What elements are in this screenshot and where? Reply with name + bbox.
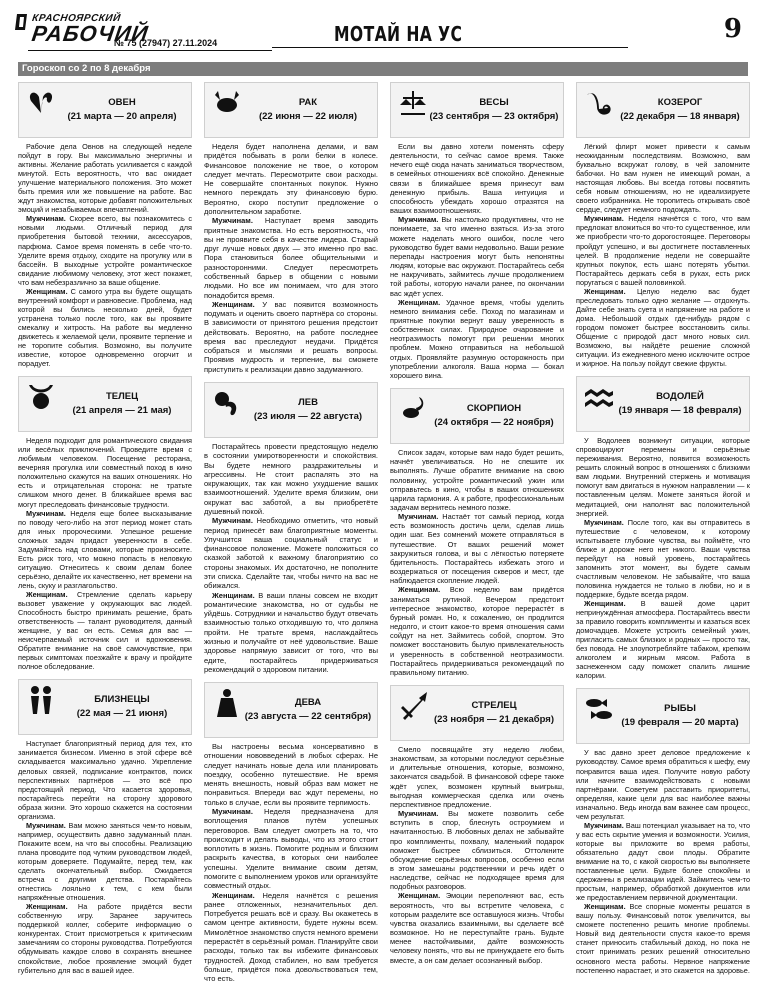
paragraph-text: У вас появится возможность подумать и оценить своего партнёра со стороны. В зависимости от принятого решения предстоит действовать. Вероятно, на работе последнее время вас преследуют неудачи. Придётся собраться и мыслями и решать вопросы. Проявив мудрость и терпение, вы сможете приступить к реализации давно задуманного. xyxy=(204,299,378,374)
paragraph-text: Постарайтесь провести предстоящую неделю в состоянии умиротворенности и спокойствия. Вы будете немного раздражительны и агрессивны. Не стоит распалять это на окружающих, так как можно ухудшение ваших взаимоотношений. Уделите время близким, они окружат вас заботой, а вы приобретёте душевный покой. xyxy=(204,442,378,516)
paragraph-text: В вашей доме царит непринуждённая атмосфера. Постарайтесь ввести за правило говорить комплименты и казаться всех домочадцев. Можете устроить семейный ужин, пригласить самых близких и родных — просто так, без повода. Не злоупотребляйте табаком, крепким алкоголем и жирным мясом. Работа в заснеженном саду поможет спалить лишние калории. xyxy=(576,599,750,681)
paragraph-text: Неделя будет наполнена делами, и вам придётся побывать в роли белки в колесе. Финансовое положение не твое, о котором следует мечтать. Пересмотрите свои расходы. Не совершайте спонтанных покупок. Нужно немного переждать эту финансовую бурю. Вероятно, скоро поступит предложение о дополнительном заработке. xyxy=(204,142,378,216)
libra-icon xyxy=(397,87,429,119)
scorpio-icon xyxy=(397,393,429,425)
sign-block xyxy=(204,382,378,674)
horoscope-paragraph xyxy=(204,142,378,216)
aries-icon xyxy=(25,87,57,119)
horoscope-paragraph xyxy=(18,142,192,214)
masthead-rule xyxy=(28,50,272,51)
sign-name: ДЕВА xyxy=(294,697,322,709)
audience-label: Женщинам. xyxy=(212,590,255,600)
paragraph-text: Вы настроены весьма консервативно в отношении нововведений в любых сферах. Не следует начинать новые дела или планировать поездку, особенно путешествие. Не время менять внешность, новый образ вам может не понравиться. Впереди вас ждут перемены, но только в случае, если вы проявите терпимость. xyxy=(204,742,378,807)
horoscope-paragraph xyxy=(390,142,564,215)
horoscope-paragraph xyxy=(576,142,750,214)
horoscope-paragraph xyxy=(576,748,750,820)
sign-name: ВОДОЛЕЙ xyxy=(656,391,704,403)
paragraph-text: У Водолеев возникнут ситуации, которые спровоцируют перемены и серьёзные переживания. Вероятно, появится возможность решить сложный вопрос в отношениях с близкими вам людьми. Внутренний стержень и мотивация помогут вам двигаться в нужном направлении — к поставленным целям. Можете заняться йогой и медитацией, они наполнят вас положительной энергией. xyxy=(576,436,750,518)
sign-header xyxy=(204,82,378,138)
gemini-icon xyxy=(25,684,57,716)
horoscope-paragraph xyxy=(576,214,750,286)
audience-label: Женщинам. xyxy=(398,297,441,307)
audience-label: Женщинам. xyxy=(26,589,68,599)
sign-block xyxy=(18,679,192,974)
sign-header xyxy=(18,82,192,138)
audience-label: Женщинам. xyxy=(584,599,626,609)
audience-label: Мужчинам. xyxy=(26,508,66,518)
horoscope-paragraph xyxy=(18,436,192,508)
paragraph-text: Неделя начнётся с того, что вам предложат вложиться во что-то существенное, или же приобрести что-то дорогостоящее. Переговоры пройдут успешно, и вы достигнете поставленных целей. В продолжение недели не совершайте крупных покупок, есть шанс потерять убытки. Постарайтесь держать себя в руках, есть риск поругаться с вашей половинкой. xyxy=(576,214,750,287)
sign-block xyxy=(204,82,378,374)
sign-header xyxy=(204,382,378,438)
audience-label: Мужчинам. xyxy=(584,517,624,527)
issue-info: № 75 (27947) 27.11.2024 xyxy=(114,38,218,48)
sign-header xyxy=(390,388,564,444)
horoscope-paragraph xyxy=(204,891,378,984)
audience-label: Мужчинам. xyxy=(584,820,624,830)
sign-header xyxy=(18,679,192,735)
horoscope-paragraph xyxy=(390,448,564,512)
horoscope-column xyxy=(390,82,564,973)
paragraph-text: Если вы давно хотели поменять сферу деятельности, то сейчас самое время. Также нечего ещё сюда начать заниматься творчеством, в семейных отношениях всё спокойно. Денежные связи в ближайшее время принесут вам денежную прибыль. Ваша интуиция и способность убеждать хорошо отразятся на ваших взаимоотношениях. xyxy=(390,142,564,216)
sign-header xyxy=(576,688,750,744)
aquarius-icon xyxy=(583,381,615,413)
sign-name: ВЕСЫ xyxy=(479,97,509,108)
horoscope-paragraph xyxy=(204,807,378,891)
paragraph-text: Список задач, которые вам надо будет решить, начнёт увеличиваться. Но не спешите их выполнять. Лучше обратите внимание на свою половинку, устройте романтический ужин или отправьтесь в кино, чтобы в ваших отношениях царила гармония. А к работе, профессиональным задачам вернитесь немного позже. xyxy=(390,448,564,512)
audience-label: Женщинам. xyxy=(584,902,626,912)
paragraph-text: Смело посвящайте эту неделю любви, знакомствам, за которыми последуют серьёзные и длительные отношения, которые, возможно, закончатся свадьбой. В финансовой сфере также ждёт успех, возможен крупный выигрыш, выгодная коммерческая сделка или очень перспективное предложение. xyxy=(390,744,564,809)
sign-block xyxy=(576,376,750,680)
horoscope-column xyxy=(204,82,378,991)
rubric-header xyxy=(272,22,628,48)
paragraph-text: Скорее всего, вы познакомитесь с новыми людьми. Отличный период для приобретения бытовой техники, аксессуаров, парфюма. Самое время поменять в себе что-то. Уделите время отдыху, сходите на прогулку или в бассейн. В выходные устройте романтическое свидание любимому человеку, этот жест покажет, что вам небезразлично за ваше общение. xyxy=(18,214,192,287)
paragraph-text: Настаёт тот самый период, когда есть возможность достичь цели, сделав лишь один шаг. Без сомнений можете отправляться в путешествие. От ваших решений может закружиться голова, и вы с лёгкостью потеряете бдительность. Постарайтесь избежать этого и воздержаться от посещения скверов и мест, где наблюдается скопление людей. xyxy=(390,512,564,586)
page-number: 9 xyxy=(723,14,742,44)
horoscope-paragraph xyxy=(576,436,750,517)
sign-name: СКОРПИОН xyxy=(466,403,522,415)
sign-name: СТРЕЛЕЦ xyxy=(471,699,517,711)
paragraph-text: Рабочие дела Овнов на следующей неделе пойдут в гору. Вы максимально энергичны и активны. Желание работать усиливается с каждой минутой. Есть вероятность, что вас ожидает улучшение материального положения. Это может быть премия или же повышение на работе. Вас ждут знакомства, которые добавят положительных эмоций и незабываемых впечатлений. xyxy=(18,142,192,215)
cancer-icon xyxy=(211,87,243,119)
sign-name: БЛИЗНЕЦЫ xyxy=(94,694,150,706)
audience-label: Женщинам. xyxy=(212,890,255,900)
horoscope-paragraph xyxy=(18,590,192,671)
paragraph-text: Все спорные моменты решатся в вашу пользу. Финансовый поток увеличится, вы сможете постепенно решить многие проблемы. Новый вид деятельности спустя какое-то время станет приносить стабильный доход, но пока не стоит принимать резких решений относительно основного места работы. Нервное напряжение постепенно нарастает, и это скажется на здоровье. xyxy=(576,902,750,975)
paragraph-text: Всю неделю вам придётся заниматься рутиной. Вечером предстоит интересное знакомство, которое перерастёт в бурный роман. Но, к сожалению, он продлится недолго, и стоит какое-то время отношения сами сойдут на нет. Займитесь собой, спортом. Это поможет восстановить былую привлекательность и уверенность в собственной неотразимости. Постарайтесь придерживаться рекомендаций по правильному питанию. xyxy=(390,585,564,677)
sign-header xyxy=(390,82,564,138)
sign-header xyxy=(204,682,378,738)
audience-label: Женщинам. xyxy=(26,286,68,296)
horoscope-paragraph xyxy=(576,599,750,680)
horoscope-paragraph xyxy=(204,216,378,300)
sign-header xyxy=(576,82,750,138)
paragraph-text: Стремление сделать карьеру вызовет уважение у окружающих вас людей. Способность быстро принимать решение, брать ответственность — талант руководителя, данный женщине, у вас он есть. Семья для вас — неисчерпаемый источник сил и вдохновения. Обратите внимание на своё самочувствие, при первых симптомах поезжайте к врачу и пройдите полное обследование. xyxy=(18,589,192,672)
sign-block xyxy=(576,688,750,974)
audience-label: Мужчинам. xyxy=(26,214,66,224)
sign-block xyxy=(576,82,750,368)
logo-mark-icon xyxy=(14,12,30,32)
sign-dates: (22 июня — 22 июля) xyxy=(258,111,358,122)
capricorn-icon xyxy=(583,87,615,119)
horoscope-paragraph xyxy=(18,287,192,368)
sign-dates: (23 августа — 22 сентября) xyxy=(244,711,372,723)
sign-name: ТЕЛЕЦ xyxy=(105,391,139,403)
paragraph-text: Вам можно заняться чем-то новым, например, осуществить давно задуманный план. Покажите всем, на что вы способны. Реализацию плана проводите под чутким руководством людей, которым доверяете. Подумайте, перед тем, как сделать окончательный выбор. Ожидается встреча с другими детства. Постарайтесь отнестись лояльно к тем, с кем были напряжённые отношения. xyxy=(18,820,192,903)
horoscope-paragraph xyxy=(18,214,192,286)
audience-label: Мужчинам. xyxy=(212,807,253,817)
audience-label: Женщинам. xyxy=(398,585,441,595)
sign-header xyxy=(18,376,192,432)
paragraph-text: В ваши планы совсем не входит романтические знакомства, но от судьбы не уйдёшь. Сотрудники и начальство будут отвечать взаимностью только отходившую то, что должна пройти. Не тратьте время, наслаждайтесь жизнью и получайте от неё удовольствие. Ваше здоровье напрямую зависит от того, что вы едите, постарайтесь придерживаться рекомендаций о здоровом питании. xyxy=(204,590,378,674)
paragraph-text: Удачное время, чтобы уделить немного внимания себе. Поход по магазинам и приятные покупки вернут вашу уверенность в собственных силах. Природное очарование и неотразимость помогут при решении многих проблем. Можно отправиться на небольшой отдых. Проявляйте разумную осторожность при употреблении алкоголя. Ваша норма — бокал хорошего вина. xyxy=(390,297,564,380)
logo-top-text: КРАСНОЯРСКИЙ xyxy=(31,13,122,24)
audience-label: Мужчинам. xyxy=(212,216,253,226)
horoscope-paragraph xyxy=(390,512,564,585)
sign-dates: (23 сентября — 23 октября) xyxy=(429,111,559,122)
sign-dates: (22 мая — 21 июня) xyxy=(76,708,168,720)
horoscope-paragraph xyxy=(18,739,192,820)
horoscope-paragraph xyxy=(576,902,750,974)
paragraph-text: Необходимо отметить, что новый период принесёт вам благоприятные моменты. Улучшится ваша социальный статус и финансовое положение. Можете положиться со сказкой заботой к важному благоприятию со стороны знакомых. Их достаточно, не пополните эти списка. Сделайте так, чтобы ничто на вас не обижался. xyxy=(204,516,378,591)
audience-label: Мужчинам. xyxy=(398,215,439,225)
paragraph-text: Неделя подходит для романтического свидания или весёлых приключений. Проведите время с любимым человеком. Посещение ресторана, вечерняя прогулка или совместный поход в кино положительно скажутся на ваших отношениях. Но есть и отрицательная сторона: не тратьте слишком много денег. В ближайшее время вас могут преследовать финансовые трудности. xyxy=(18,436,192,509)
virgo-icon xyxy=(211,687,243,719)
audience-label: Женщинам. xyxy=(212,299,255,309)
audience-label: Мужчинам. xyxy=(398,809,439,819)
sagittarius-icon xyxy=(397,690,429,722)
masthead xyxy=(10,6,750,58)
audience-label: Женщинам. xyxy=(398,891,441,901)
rubric-title: МОТАЙ НА УС xyxy=(334,22,463,46)
sign-dates: (24 октября — 22 ноября) xyxy=(434,417,554,429)
paragraph-text: Неделя предназначена для воплощения планов путём успешных переговоров. Вам следует смотреть на то, что происходит и делать выводы, что из этого стоит воплотить в жизнь. Помогите родным и близким раскрыть качества, в которых они наиболее успешны. Уделите внимание своим детям, помогите с выполнением уроков или организуйте совместный отдых. xyxy=(204,807,378,891)
taurus-icon xyxy=(25,381,57,413)
horoscope-paragraph xyxy=(204,591,378,675)
sign-block xyxy=(390,388,564,677)
leo-icon xyxy=(211,387,243,419)
horoscope-paragraph xyxy=(18,509,192,590)
logo-main-text: РАБОЧИЙ xyxy=(30,21,151,46)
sign-name: РЫБЫ xyxy=(664,703,696,715)
audience-label: Мужчинам. xyxy=(584,214,624,224)
paragraph-text: Неделя начнётся с решения ранее отложенных, незначительных дел. Потребуется решать всё и сразу. Вы окажетесь в самом центре активности, будете нужны всем. Мимолётное знакомство спустя немного времени перерастёт в серьёзный роман. Планируйте свои расходы, только так вы избежите финансовых трудностей. Доход стабилен, но вам требуется больше, придётся пока довольствоваться тем, что есть. xyxy=(204,890,378,984)
audience-label: Мужчинам. xyxy=(212,516,253,526)
sign-name: ОВЕН xyxy=(108,97,136,108)
paragraph-text: На работе придётся вести собственную игру. Заранее заручитесь поддержкой коллег, соберите информацию о конкурентах. Стоит присмотреться к критическим замечаниям со стороны руководства. Потребуются обдумывать каждое слово в сохранять внешнее спокойствие, любое проявление эмоций будет губительно для вас в вашей идее. xyxy=(18,902,192,975)
audience-label: Мужчинам. xyxy=(398,512,439,522)
sign-block xyxy=(204,682,378,983)
horoscope-paragraph xyxy=(576,287,750,368)
paragraph-text: Вы настолько продуктивны, что не понимаете, за что именно взяться. Из-за этого можете наделать много ошибок, после чего руководство будет вами недовольно. Ваши резкие перепады настроения могут быть непонятны людям, которые вас окружают. Постарайтесь себя не накручивать, займитесь лучше продолжением той работы, которую начали ранее, по окончании вас ждёт успех. xyxy=(390,215,564,298)
audience-label: Женщинам. xyxy=(26,902,68,912)
horoscope-paragraph xyxy=(204,516,378,590)
paragraph-text: Вы можете позволить себе вступить в спор, блеснуть остроумием и начитанностью. В любовных делах не забывайте про комплименты, похвалу, маленький подарок поможет быстрее сблизиться. Оттолкните обсуждение серьёзных вопросов, особенно если в этом замешаны родственники и речь идёт о наследстве, сейчас не подходящее время для подобных разговоров. xyxy=(390,809,564,892)
paragraph-text: Неделя еще более высказывание по поводу чего-либо на этот период может стать для иных пророческими. Успешное решение сложных задач придаст уверенности в себе. Задумайтесь над словами, которые произносите. Есть риск того, что можно попасть в неловкую ситуацию. Отнеситесь к своим делам более серьёзно, делайте их качественно, нет времени на лень, скуку и разглагольство. xyxy=(18,508,192,590)
pisces-icon xyxy=(583,693,615,725)
paragraph-text: У вас давно зреет деловое предложение к руководству. Самое время обратиться к шефу, ему понравится ваша идея. Получите новую работу или начните взаимодействовать с новыми партнёрами. Советуем расставить приоритеты, определяя, какие цели для вас наиболее важны изначально. Ведь иногда вам важнее сам процесс, чем результат. xyxy=(576,748,750,821)
horoscope-paragraph xyxy=(390,891,564,964)
sign-dates: (23 июля — 22 августа) xyxy=(253,411,363,423)
horoscope-column xyxy=(18,82,192,983)
paragraph-text: Эмоции переполняют вас, есть вероятность, что вы встретите человека, с которым разделите все оставшуюся жизнь. Чтобы чувства оказались взаимными, вы сделаете всё возможное. Но не переступайте грань. Будьте менее настойчивыми, дайте возможность человеку понять, что вы не принуждаете его быть вместе, а он сам делает осознанный выбор. xyxy=(390,891,564,965)
sign-block xyxy=(390,82,564,380)
horoscope-paragraph xyxy=(390,585,564,677)
horoscope-paragraph xyxy=(204,442,378,516)
sign-name: КОЗЕРОГ xyxy=(657,97,703,108)
sign-dates: (22 декабря — 18 января) xyxy=(620,111,740,122)
paragraph-text: Наступает благоприятный период для тех, кто занимается бизнесом. Именно в этой сфере всё складывается максимально удачно. Укрепление деловых связей, подписание контрактов, поиск перспективных партнёров — это всё про предстоящий период. Что касается здоровья, постарайтесь перейти на сторону здорового образа жизни. Это хорошо скажется на состоянии организма. xyxy=(18,739,192,821)
horoscope-paragraph xyxy=(390,298,564,380)
sign-name: РАК xyxy=(298,97,318,108)
section-title-bar: Гороскоп со 2 по 8 декабря xyxy=(18,62,748,76)
paragraph-text: Лёгкий флирт может привести к самым неожиданным последствиям. Возможно, вам буквально вскружат голову, в чей запомните бабочки. Но вам нужен не имеющий роман, а настоящая любовь. Вы всегда готовы посвятить себя новым отношениям, но не идеализируете своего избранника. Не торопитесь открывать своё сердце, следует немного подождать. xyxy=(576,142,750,215)
horoscope-column xyxy=(576,82,750,983)
paragraph-text: Наступает время заводить приятные знакомства. Но есть вероятность, что вы не проявите себя в качестве лидера. Старый друг лучше новых двух — это именно про вас. Пора становиться более общительными и разносторонними. Следует пересмотреть собственный барьер в общении с новыми людьми. Но все им понимаем, что для этого понадобится время. xyxy=(204,216,378,300)
paragraph-text: С самого утра вы будете ощущать внутренний комфорт и равновесие. Проблема, над которой вы бились несколько дней, будет устранена только после того, как вы проявите смекалку и хитрость. На работе вы медленно движетесь к желаемой цели, проявите терпение и не торопите события. Возможно, вы получите известие, которое одновременно огорчит и порадует. xyxy=(18,286,192,369)
horoscope-paragraph xyxy=(18,902,192,974)
audience-label: Женщинам. xyxy=(584,286,626,296)
sign-dates: (21 апреля — 21 мая) xyxy=(72,405,172,417)
horoscope-paragraph xyxy=(390,215,564,297)
horoscope-paragraph xyxy=(576,821,750,902)
sign-dates: (19 февраля — 20 марта) xyxy=(621,717,739,729)
paragraph-text: Ваш потенциал указывает на то, что у вас есть скрытие умения и возможности. Усилия, которые вы приложите во время работы, обязательно дадут свои плоды. Обратите внимание на то, с какой скоростью вы выполняете поставленные цели. Будьте более спокойны и сдержанны в реализации идей. Займитесь чем-то простым, например, обработкой документов или же предоставлением первичной документации. xyxy=(576,820,750,903)
sign-header xyxy=(390,685,564,741)
sign-dates: (21 марта — 20 апреля) xyxy=(67,111,177,122)
sign-dates: (19 января — 18 февраля) xyxy=(618,405,742,417)
horoscope-paragraph xyxy=(576,518,750,599)
horoscope-paragraph xyxy=(390,809,564,891)
horoscope-paragraph xyxy=(204,300,378,374)
paragraph-text: После того, как вы отправитесь в путешествие с человеком, к которому испытываете глубокие чувства, вы поймёте, что ближе и дороже него нет никого. Ваши чувства перейдут на новый уровень, постарайтесь запомнить этот момент, вы будете самым счастливым человеком. Не забывайте, что ваша половинка нуждается не только в любви, но и в поддержке, будьте всегда рядом. xyxy=(576,517,750,599)
sign-block xyxy=(18,82,192,368)
audience-label: Мужчинам. xyxy=(26,820,66,830)
horoscope-paragraph xyxy=(18,821,192,902)
sign-name: ЛЕВ xyxy=(298,397,318,409)
sign-dates: (23 ноября — 21 декабря) xyxy=(433,713,554,725)
sign-block xyxy=(18,376,192,671)
paragraph-text: Целую неделю вас будет преследовать только одно желание — отдохнуть. Дайте себе знать суета и напряжение на работе и дома. Небольшой отдых где-нибудь рядом с городом поможет быстрее восстановить силы. Общение с природой даст много новых сил. Возможно, вы найдёте решение сложной ситуации. Из ежедневного меню исключите острое и жирное. На пользу пойдут свежие фрукты. xyxy=(576,286,750,369)
horoscope-paragraph xyxy=(390,745,564,809)
horoscope-paragraph xyxy=(204,742,378,807)
sign-header xyxy=(576,376,750,432)
sign-block xyxy=(390,685,564,965)
